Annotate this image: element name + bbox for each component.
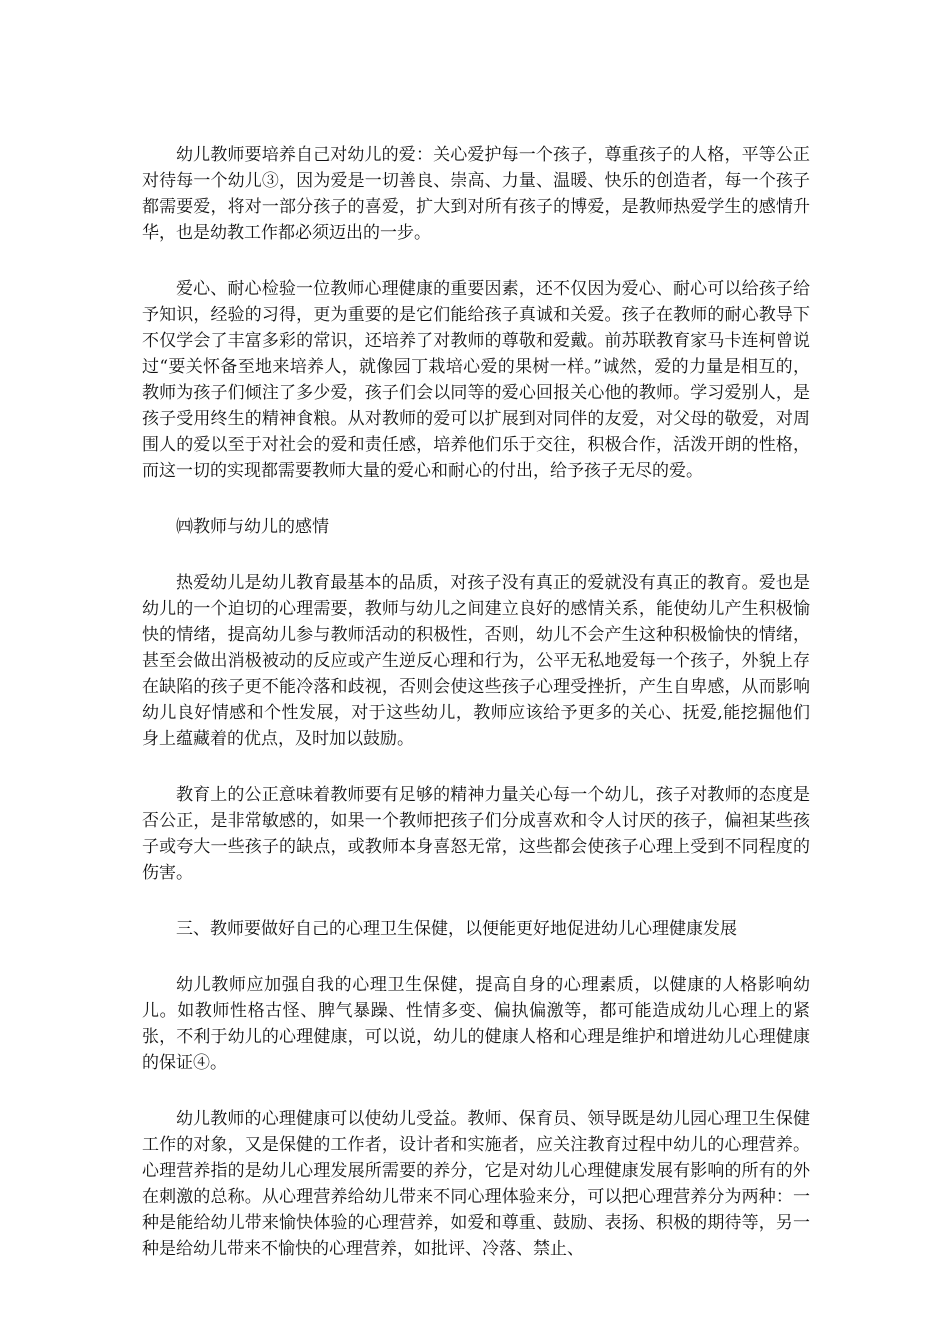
paragraph-love-for-children: 幼儿教师要培养自己对幼儿的爱：关心爱护每一个孩子，尊重孩子的人格，平等公正对待每一个幼儿③，因为爱是一切善良、崇高、力量、温暖、快乐的创造者，每一个孩子都需要爱，将对一部分孩子的喜爱，扩大到对所有孩子的博爱，是教师热爱学生的感情升华，也是幼教工作都必须迈出的一步。 <box>142 145 810 243</box>
section-heading-teacher-child-feelings: ㈣教师与幼儿的感情 <box>176 517 329 537</box>
document-body <box>142 142 810 1292</box>
section-heading-teacher-mental-health: 三、教师要做好自己的心理卫生保健，以便能更好地促进幼儿心理健康发展 <box>176 919 737 939</box>
paragraph-loving-children: 热爱幼儿是幼儿教育最基本的品质，对孩子没有真正的爱就没有真正的教育。爱也是幼儿的一个迫切的心理需要，教师与幼儿之间建立良好的感情关系，能使幼儿产生积极愉快的情绪，提高幼儿参与教师活动的积极性，否则，幼儿不会产生这种积极愉快的情绪，甚至会做出消极被动的反应或产生逆反心理和行为，公平无私地爱每一个孩子，外貌上存在缺陷的孩子更不能冷落和歧视，否则会使这些孩子心理受挫折，产生自卑感，从而影响幼儿良好情感和个性发展，对于这些幼儿，教师应该给予更多的关心、抚爱,能挖掘他们身上蕴藏着的优点，及时加以鼓励。 <box>142 573 810 749</box>
paragraph-self-care: 幼儿教师应加强自我的心理卫生保健，提高自身的心理素质，以健康的人格影响幼儿。如教师性格古怪、脾气暴躁、性情多变、偏执偏激等，都可能造成幼儿心理上的紧张，不利于幼儿的心理健康，可以说，幼儿的健康人格和心理是维护和增进幼儿心理健康的保证④。 <box>142 975 810 1073</box>
paragraph-patience-and-love: 爱心、耐心检验一位教师心理健康的重要因素，还不仅因为爱心、耐心可以给孩子给予知识，经验的习得，更为重要的是它们能给孩子真诚和关爱。孩子在教师的耐心教导下不仅学会了丰富多彩的常识，还培养了对教师的尊敬和爱戴。前苏联教育家马卡连柯曾说过“要关怀备至地来培养人，就像园丁栽培心爱的果树一样。”诚然，爱的力量是相互的，教师为孩子们倾注了多少爱，孩子们会以同等的爱心回报关心他的教师。学习爱别人，是孩子受用终生的精神食粮。从对教师的爱可以扩展到对同伴的友爱，对父母的敬爱，对周围人的爱以至于对社会的爱和责任感，培养他们乐于交往，积极合作，活泼开朗的性格，而这一切的实现都需要教师大量的爱心和耐心的付出，给予孩子无尽的爱。 <box>142 279 810 481</box>
paragraph-psychological-nutrition: 幼儿教师的心理健康可以使幼儿受益。教师、保育员、领导既是幼儿园心理卫生保健工作的对象，又是保健的工作者，设计者和实施者，应关注教育过程中幼儿的心理营养。心理营养指的是幼儿心理发展所需要的养分，它是对幼儿心理健康发展有影响的所有的外在刺激的总称。从心理营养给幼儿带来不同心理体验来分，可以把心理营养分为两种：一种是能给幼儿带来愉快体验的心理营养，如爱和尊重、鼓励、表扬、积极的期待等，另一种是给幼儿带来不愉快的心理营养，如批评、冷落、禁止、 <box>142 1109 810 1259</box>
paragraph-fairness: 教育上的公正意味着教师要有足够的精神力量关心每一个幼儿，孩子对教师的态度是否公正，是非常敏感的，如果一个教师把孩子们分成喜欢和令人讨厌的孩子，偏袒某些孩子或夸大一些孩子的缺点，或教师本身喜怒无常，这些都会使孩子心理上受到不同程度的伤害。 <box>142 785 810 883</box>
